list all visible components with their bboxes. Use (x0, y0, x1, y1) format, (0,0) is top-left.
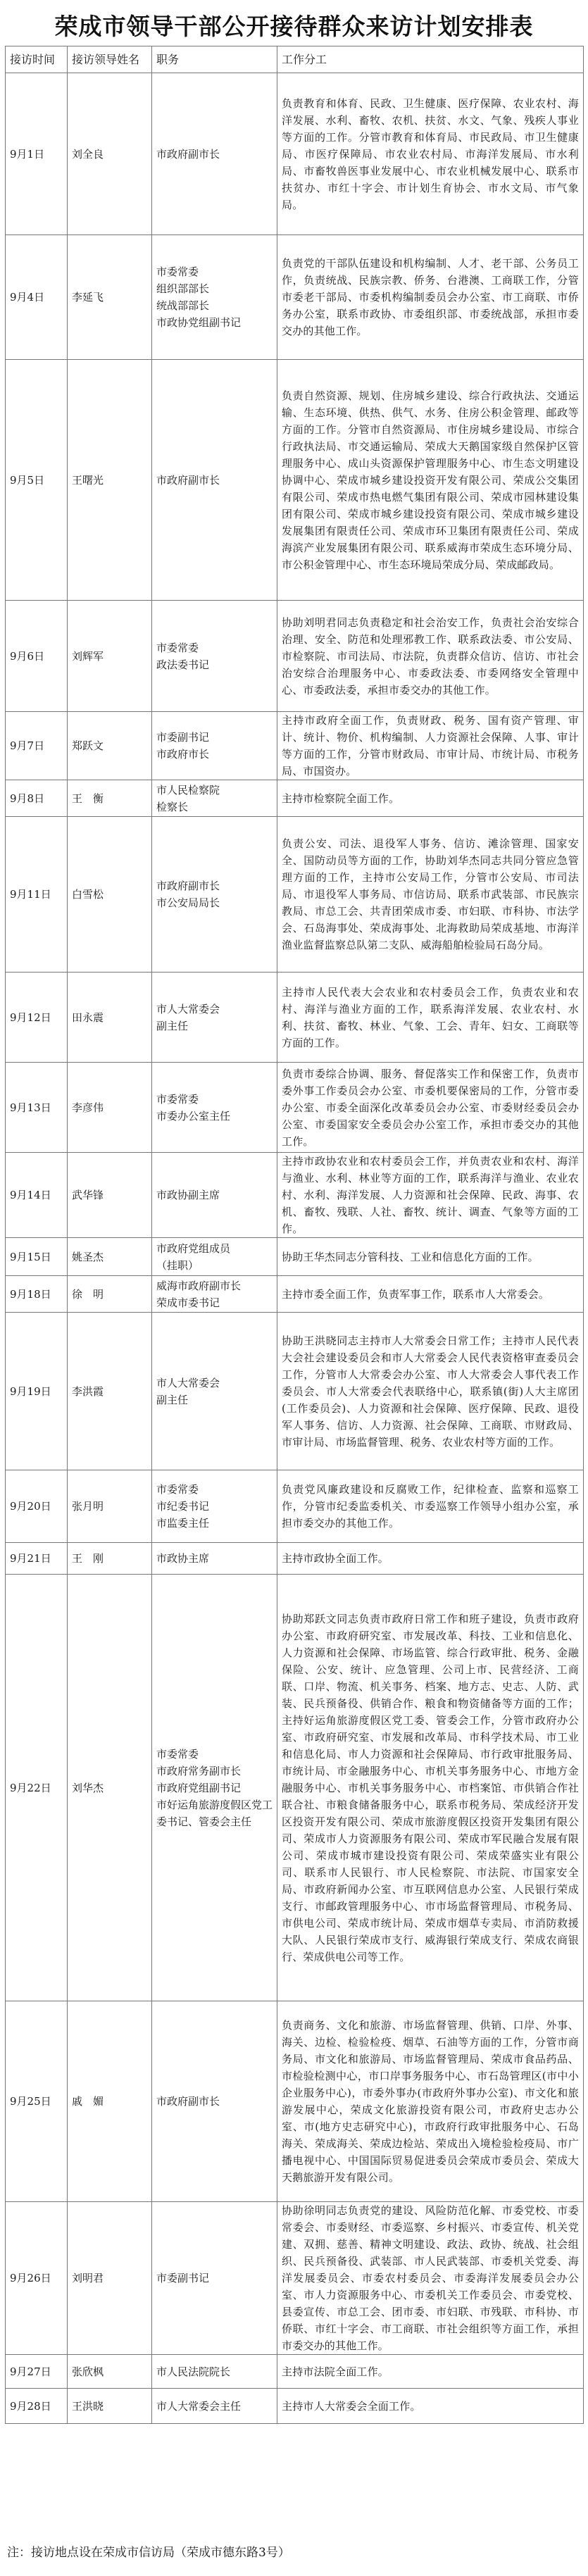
footnote: 注：接访地点设在荣成市信访局（荣成市德东路3号） (7, 2546, 290, 2560)
row-position: 市委常委 市纪委书记 市监委主任 (152, 1470, 277, 1543)
row-position: 市人民检察院 检察长 (152, 780, 277, 817)
row-duty: 协助王洪晓同志主持市人大常委会日常工作；主持市人民代表大会社会建设委员会和市人大常委会人民代表资格审查委员会工作，分管市人大常委会办公室、市人大常委会人事代表工作委员会、市人大常委会代表联络中心，联系镇(街)人大主席团(工作委员会)、人力资源和社会保障、医疗保障、民政、退役军人事务、信访、人力资源、社会保障、工商联、市财政局、市审计局、市场监督管理、税务、农业农村等方面的工作。 (277, 1313, 584, 1470)
row-name: 刘华杰 (68, 1575, 152, 2001)
row-duty: 负责公安、司法、退役军人事务、信访、滩涂管理、国家安全、国防动员等方面的工作，协助刘华杰同志共同分管应急管理方面的工作，主持市公安局工作，分管市公安局、市司法局、市退役军人事务局、市信访局、联系市武装部、市民族宗教局、市总工会、共青团荣成市委、市妇联、市科协、市法学会、石岛海事处、荣成海事处、北海救助局荣成基地、市海洋渔业监督监察总队第二支队、威海船舶检验局石岛分局。 (277, 817, 584, 973)
table-row (6, 360, 584, 601)
row-date: 9月28日 (6, 2389, 68, 2424)
table-row (6, 1575, 584, 2001)
table-row (6, 1153, 584, 1238)
table-row (6, 73, 584, 235)
row-duty: 负责教育和体育、民政、卫生健康、医疗保障、农业农村、海洋发展、水利、畜牧、农机、扶贫、水文、气象、残疾人事业等方面的工作。分管市教育和体育局、市民政局、市卫生健康局、市医疗保障局、市农业农村局、市海洋发展局、市水利局、市畜牧兽医事业发展中心、市农业机械发展中心、联系市扶贫办、市红十字会、市计划生育协会、市水文局、市气象局。 (277, 73, 584, 235)
row-date: 9月27日 (6, 2355, 68, 2389)
row-date: 9月7日 (6, 712, 68, 780)
row-date: 9月21日 (6, 1543, 68, 1575)
row-name: 刘辉军 (68, 601, 152, 712)
row-date: 9月15日 (6, 1238, 68, 1276)
row-position: 市委常委 政法委书记 (152, 601, 277, 712)
row-position: 市委常委 市政府常务副市长 市政府党组副书记 市好运角旅游度假区党工委书记、管委会主任 (152, 1575, 277, 2001)
row-name: 刘全良 (68, 73, 152, 235)
row-duty: 主持市政府全面工作，负责财政、税务、国有资产管理、审计、统计、物价、机构编制、人力资源社会保障、人事、审计等方面的工作，分管市财政局、市审计局、市统计局、市税务局、市国资办。 (277, 712, 584, 780)
row-position: 市政协主席 (152, 1543, 277, 1575)
row-date: 9月25日 (6, 2001, 68, 2202)
row-date: 9月6日 (6, 601, 68, 712)
table-header-row (6, 46, 584, 73)
row-position: 市政府副市长 (152, 73, 277, 235)
row-date: 9月8日 (6, 780, 68, 817)
row-name: 田永震 (68, 973, 152, 1063)
table-row (6, 2202, 584, 2355)
row-date: 9月11日 (6, 817, 68, 973)
table-row (6, 1313, 584, 1470)
row-date: 9月5日 (6, 360, 68, 601)
row-position: 市委常委 市委办公室主任 (152, 1063, 277, 1153)
table-row (6, 601, 584, 712)
row-date: 9月4日 (6, 235, 68, 360)
row-duty: 主持市人民代表大会农业和农村委员会工作，负责农业和农村、海洋与渔业方面的工作，联系海洋发展、农业农村、水利、扶贫、畜牧、林业、气象、工会、青年、妇女、工商联等方面的工作。 (277, 973, 584, 1063)
row-duty: 主持市法院全面工作。 (277, 2355, 584, 2389)
row-date: 9月20日 (6, 1470, 68, 1543)
row-position: 市委常委 组织部部长 统战部部长 市政协党组副书记 (152, 235, 277, 360)
row-position: 威海市政府副市长 荣成市委书记 (152, 1276, 277, 1313)
table-row (6, 1238, 584, 1276)
row-duty: 主持市政协全面工作。 (277, 1543, 584, 1575)
row-name: 张欣枫 (68, 2355, 152, 2389)
table-row (6, 712, 584, 780)
row-duty: 负责自然资源、规划、住房城乡建设、综合行政执法、交通运输、生态环境、供热、供气、水务、住房公积金管理、邮政等方面的工作。分管市自然资源局、市住房城乡建设局、市综合行政执法局、市交通运输局、荣成大天鹅国家级自然保护区管理服务中心、成山头资源保护管理服务中心、市生态文明建设协调中心、荣成市城乡建设投资开发有限公司、荣成公交集团有限公司、荣成市热电燃气集团有限公司、荣成市园林建设集团有限公司、荣成市城乡建设投资有限公司、荣成市城乡建设发展集团有限责任公司、荣成市环卫集团有限责任公司、荣成海滨产业发展集团有限公司、联系威海市荣成生态环境分局、市公积金管理中心、市生态环境局荣成分局、荣成邮政局。 (277, 360, 584, 601)
row-position: 市政府党组成员 （挂职） (152, 1238, 277, 1276)
row-name: 李洪霞 (68, 1313, 152, 1470)
row-date: 9月22日 (6, 1575, 68, 2001)
row-position: 市政协副主席 (152, 1153, 277, 1238)
row-duty: 协助徐明同志负责党的建设、风险防范化解、市委党校、市委常委会、市委财经、市委巡察、乡村振兴、市委宣传、机关党建、双拥、慈善、精神文明建设、政法、政协、统战、社会组织、民兵预备役、武装部、市人民武装部、市委机关党委、海洋发展委员会、市委农村委员会、市委海洋发展委员会办公室、市人力资源服务中心、市委机关工作委员会、市委党校、县委宣传、市总工会、团市委、市妇联、市残联、市科协、市侨联、市红十字会、市工商联、市社会组织等方面工作，承担市委交办的其他工作。 (277, 2202, 584, 2355)
row-duty: 负责商务、文化和旅游、市场监督管理、供销、口岸、外事、海关、边检、检验检疫、烟草、石油等方面的工作，分管市商务局、市文化和旅游局、市场监督管理局、荣成市食品药品、市检验检测中心，市口岸事务服务中心、市石岛管理区(市中小企业服务中心)，市委外事办(市政府外事办公室)、市文化和旅游发展中心，荣成文化旅游投资有限公司，市政府史志办公室、市(地方史志研究中心)，市政府行政审批服务中心、石岛海关、荣成海关、荣成边检站、荣成出入境检验检疫局、市广播电视中心、中国国际贸易促进委员会荣成市委员会、荣成大天鹅旅游开发有限公司。 (277, 2001, 584, 2202)
row-duty: 协助王华杰同志分管科技、工业和信息化方面的工作。 (277, 1238, 584, 1276)
row-name: 王洪晓 (68, 2389, 152, 2424)
row-position: 市人大常委会主任 (152, 2389, 277, 2424)
row-name: 李延飞 (68, 235, 152, 360)
row-duty: 协助郑跃文同志负责市政府日常工作和班子建设，负责市政府办公室、市政府研究室、市发展改革、科技、工业和信息化、人力资源和社会保障、市场监管、综合行政审批、税务、金融保险、公安、统计、应急管理、公司上市、民营经济、工商联、口岸、物流、机关事务、档案、地方志、史志、人防、武装、民兵预备役、供销合作、粮食和物资储备等方面的工作；主持好运角旅游度假区党工委、管委会工作，分管市政府办公室、市政府研究室、市发展和改革局、市科学技术局、市工业和信息化局、市人力资源和社会保障局、市行政审批服务局、市统计局、市金融服务中心、市机关事务服务中心、市地方金融服务中心、市机关事务服务中心、市档案馆、市供销合作社联合社、市粮食储备服务中心，联系市税务局、荣成经济开发区投资开发有限公司、荣成市旅游度假区投资开发集团有限公司、荣成市人力资源服务有限公司、荣成市军民融合发展有限公司、荣成市城市建设投资有限公司、荣成荣盛实业有限公司、联系市人民银行、市人民检察院、市法院、市国家安全局、市政府新闻办公室、市互联网信息办公室、人民银行荣成支行、市邮政管理服务中心、市市场监督管理局、市税务局、市供电公司、荣成市统计局、荣成市烟草专卖局、市消防救援大队、人民银行荣成市支行、威海银行荣成支行、荣成农商银行、荣成供电公司等工作。 (277, 1575, 584, 2001)
row-date: 9月19日 (6, 1313, 68, 1470)
table-row (6, 780, 584, 817)
row-position: 市政府副市长 (152, 360, 277, 601)
row-duty: 负责党风廉政建设和反腐败工作，纪律检查、监察和巡察工作，分管市纪委监委机关、市委巡察工作领导小组办公室，承担市委交办的其他工作。 (277, 1470, 584, 1543)
header-name: 接访领导姓名 (68, 46, 152, 73)
row-duty: 主持市委全面工作，负责军事工作，联系市人大常委会。 (277, 1276, 584, 1313)
row-date: 9月18日 (6, 1276, 68, 1313)
row-name: 白雪松 (68, 817, 152, 973)
row-position: 市政府副市长 (152, 2001, 277, 2202)
row-name: 郑跃文 (68, 712, 152, 780)
row-position: 市人大常委会 副主任 (152, 1313, 277, 1470)
header-duty: 工作分工 (277, 46, 584, 73)
row-position: 市政府副市长 市公安局局长 (152, 817, 277, 973)
row-date: 9月14日 (6, 1153, 68, 1238)
schedule-table (5, 46, 584, 2424)
row-position: 市人大常委会 副主任 (152, 973, 277, 1063)
row-name: 李彦伟 (68, 1063, 152, 1153)
table-row (6, 1543, 584, 1575)
page-title: 荣成市领导干部公开接待群众来访计划安排表 (54, 13, 534, 40)
row-name: 武华锋 (68, 1153, 152, 1238)
table-row (6, 1063, 584, 1153)
header-position: 职务 (152, 46, 277, 73)
row-duty: 负责党的干部队伍建设和机构编制、人才、老干部、公务员工作，负责统战、民族宗教、侨务、台港澳、工商联工作，分管市委老干部局、市委机构编制委员会办公室、市工商联、市侨务办公室，联系市政协、市委组织部、市委统战部，承担市委交办的其他工作。 (277, 235, 584, 360)
row-name: 徐 明 (68, 1276, 152, 1313)
row-duty: 主持市政协农业和农村委员会工作，并负责农业和农村、海洋与渔业、水利、林业等方面的工作，联系海洋与渔业、农业农村、水利、海洋发展、人力资源和社会保障、民政、海事、农机、畜牧、残联、人社、畜牧、统计、调查、气象等方面的工作。 (277, 1153, 584, 1238)
table-body (6, 73, 584, 2424)
row-name: 王 刚 (68, 1543, 152, 1575)
row-name: 刘明君 (68, 2202, 152, 2355)
row-position: 市委副书记 (152, 2202, 277, 2355)
table-row (6, 973, 584, 1063)
table-row (6, 1276, 584, 1313)
row-date: 9月1日 (6, 73, 68, 235)
row-duty: 主持市人大常委会全面工作。 (277, 2389, 584, 2424)
row-name: 戚 媚 (68, 2001, 152, 2202)
row-position: 市人民法院院长 (152, 2355, 277, 2389)
row-date: 9月12日 (6, 973, 68, 1063)
row-duty: 负责市委综合协调、服务、督促落实工作和保密工作，负责市委外事工作委员会办公室、市委机要保密局的工作，分管市委办公室、市委全面深化改革委员会办公室、市委财经委员会办公室、市委国家安全委员会办公室工作，承担市委交办的其他工作。 (277, 1063, 584, 1153)
row-name: 姚圣杰 (68, 1238, 152, 1276)
row-duty: 协助刘明君同志负责稳定和社会治安工作，负责社会治安综合治理、安全、防范和处理邪教工作、联系政法委、市公安局、市检察院、市司法局、市法院，负责群众信访、信访、市社会治安综合治理服务中心、市委政法委、市委网络安全管理中心、市委政法委，承担市委交办的其他工作。 (277, 601, 584, 712)
row-date: 9月26日 (6, 2202, 68, 2355)
row-name: 张月明 (68, 1470, 152, 1543)
table-row (6, 1470, 584, 1543)
row-duty: 主持市检察院全面工作。 (277, 780, 584, 817)
table-row (6, 2355, 584, 2389)
header-date: 接访时间 (6, 46, 68, 73)
row-name: 王 衡 (68, 780, 152, 817)
table-row (6, 817, 584, 973)
table-row (6, 2389, 584, 2424)
row-name: 王曙光 (68, 360, 152, 601)
row-position: 市委副书记 市政府市长 (152, 712, 277, 780)
table-row (6, 2001, 584, 2202)
row-date: 9月13日 (6, 1063, 68, 1153)
table-row (6, 235, 584, 360)
